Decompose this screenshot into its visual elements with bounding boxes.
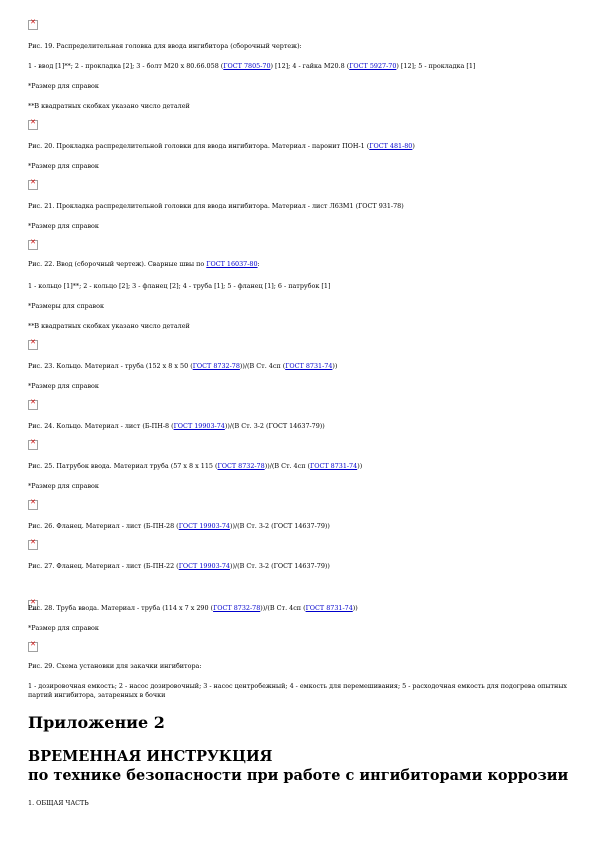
figure-caption [28,142,568,151]
caption-text: **В квадратных скобках указано число деталей [28,322,190,330]
figure-caption [28,462,568,471]
caption-text: ))/(В Ст. 3-2 (ГОСТ 14637-79)) [229,522,330,530]
caption-text: )) [352,604,358,612]
caption-text: ) [12]; 5 - прокладка [1] [396,62,476,70]
standard-link[interactable]: ГОСТ 19903-74 [173,422,225,430]
caption-text: *Размер для справок [28,382,99,390]
caption-text: 1 - ввод [1]**; 2 - прокладка [2]; 3 - болт М20 х 80.66.058 ( [28,62,224,70]
broken-image-icon [28,440,38,450]
caption-text: ))/(В Ст. 4сп ( [264,462,310,470]
instruction-title-line2: по технике безопасности при работе с ингибиторами коррозии [28,767,569,784]
caption-text: : [257,260,260,268]
standard-link[interactable]: ГОСТ 7805-70 [223,62,271,70]
caption-text: Рис. 26. Фланец. Материал - лист (Б-ПН-28 ( [28,522,179,530]
figure-note [28,624,568,633]
broken-image-icon [28,20,38,30]
caption-text: Рис. 23. Кольцо. Материал - труба (152 х 8 х 50 ( [28,362,193,370]
figure-caption [28,522,568,531]
figure-note [28,302,568,311]
figure-caption [28,260,568,269]
figure-caption [28,562,568,571]
figure-note [28,322,568,331]
standard-link[interactable]: ГОСТ 19903-74 [178,562,230,570]
caption-text: *Размер для справок [28,222,99,230]
standard-link[interactable]: ГОСТ 8731-74 [285,362,333,370]
figure-caption [28,662,568,671]
caption-text: ))/(В Ст. 3-2 (ГОСТ 14637-79)) [229,562,330,570]
caption-text: Рис. 25. Патрубок ввода. Материал труба (57 х 8 х 115 ( [28,462,218,470]
caption-text: *Размер для справок [28,482,99,490]
standard-link[interactable]: ГОСТ 19903-74 [178,522,230,530]
broken-image-icon [28,642,38,652]
caption-text: Рис. 22. Ввод (сборочный чертеж). Сварные швы по [28,260,207,268]
standard-link[interactable]: ГОСТ 8732-78 [192,362,240,370]
caption-text: *Размеры для справок [28,302,104,310]
standard-link[interactable]: ГОСТ 5927-70 [349,62,397,70]
figure-note [28,222,568,231]
standard-link[interactable]: ГОСТ 16037-80 [206,260,258,268]
figure-note [28,282,568,291]
broken-image-icon [28,180,38,190]
figure-note [28,482,568,491]
caption-text: ))/(В Ст. 3-2 (ГОСТ 14637-79)) [224,422,325,430]
caption-text: Рис. 28. Труба ввода. Материал - труба (114 х 7 х 290 ( [28,604,214,612]
caption-text: 1 - кольцо [1]**; 2 - кольцо [2]; 3 - фланец [2]; 4 - труба [1]; 5 - фланец [1]; 6 - патрубок [1] [28,282,331,290]
figure-caption [28,422,568,431]
caption-text: ) [412,142,415,150]
standard-link[interactable]: ГОСТ 8731-74 [305,604,353,612]
figure-note [28,162,568,171]
figure-caption [28,202,568,211]
broken-image-icon [28,240,38,250]
appendix-heading: Приложение 2 [28,713,165,732]
caption-text: *Размер для справок [28,162,99,170]
figure-note [28,682,568,700]
caption-text: Рис. 19. Распределительная головка для ввода ингибитора (сборочный чертеж): [28,42,302,50]
figure-caption [28,604,568,613]
caption-text: )) [357,462,363,470]
figure-note [28,382,568,391]
standard-link[interactable]: ГОСТ 481-80 [369,142,413,150]
caption-text: Рис. 27. Фланец. Материал - лист (Б-ПН-22 ( [28,562,179,570]
caption-text: Рис. 21. Прокладка распределительной головки для ввода ингибитора. Материал - лист Л63М1 (ГОСТ 931-78) [28,202,404,210]
broken-image-icon [28,500,38,510]
broken-image-icon [28,340,38,350]
caption-text: *Размер для справок [28,624,99,632]
caption-text: Рис. 24. Кольцо. Материал - лист (Б-ПН-8 ( [28,422,174,430]
standard-link[interactable]: ГОСТ 8732-78 [217,462,265,470]
caption-text: )) [332,362,338,370]
broken-image-icon [28,400,38,410]
instruction-title-line1: ВРЕМЕННАЯ ИНСТРУКЦИЯ [28,748,273,765]
figure-note [28,62,568,71]
figure-caption [28,362,568,371]
caption-text: Рис. 20. Прокладка распределительной головки для ввода ингибитора. Материал - паронит ПОН-1 ( [28,142,370,150]
caption-text: Рис. 29. Схема установки для закачки ингибитора: [28,662,202,670]
caption-text: ))/(В Ст. 4сп ( [239,362,286,370]
caption-text: *Размер для справок [28,82,99,90]
figure-note [28,102,568,111]
standard-link[interactable]: ГОСТ 8732-78 [213,604,261,612]
broken-image-icon [28,120,38,130]
standard-link[interactable]: ГОСТ 8731-74 [309,462,358,470]
caption-text: 1 - дозировочная емкость; 2 - насос дозировочный; 3 - насос центробежный; 4 - емкость для перемешивания; 5 - расходочная емкость для подогрева опытных партий ингибитора, затаренных в бочки [28,682,568,699]
figure-caption [28,42,568,51]
caption-text: ))/(В Ст. 4сп ( [260,604,306,612]
caption-text: ) [12]; 4 - гайка М20.8 ( [270,62,350,70]
broken-image-icon [28,540,38,550]
figure-note [28,82,568,91]
section-heading: 1. ОБЩАЯ ЧАСТЬ [28,799,89,807]
caption-text: **В квадратных скобках указано число деталей [28,102,190,110]
